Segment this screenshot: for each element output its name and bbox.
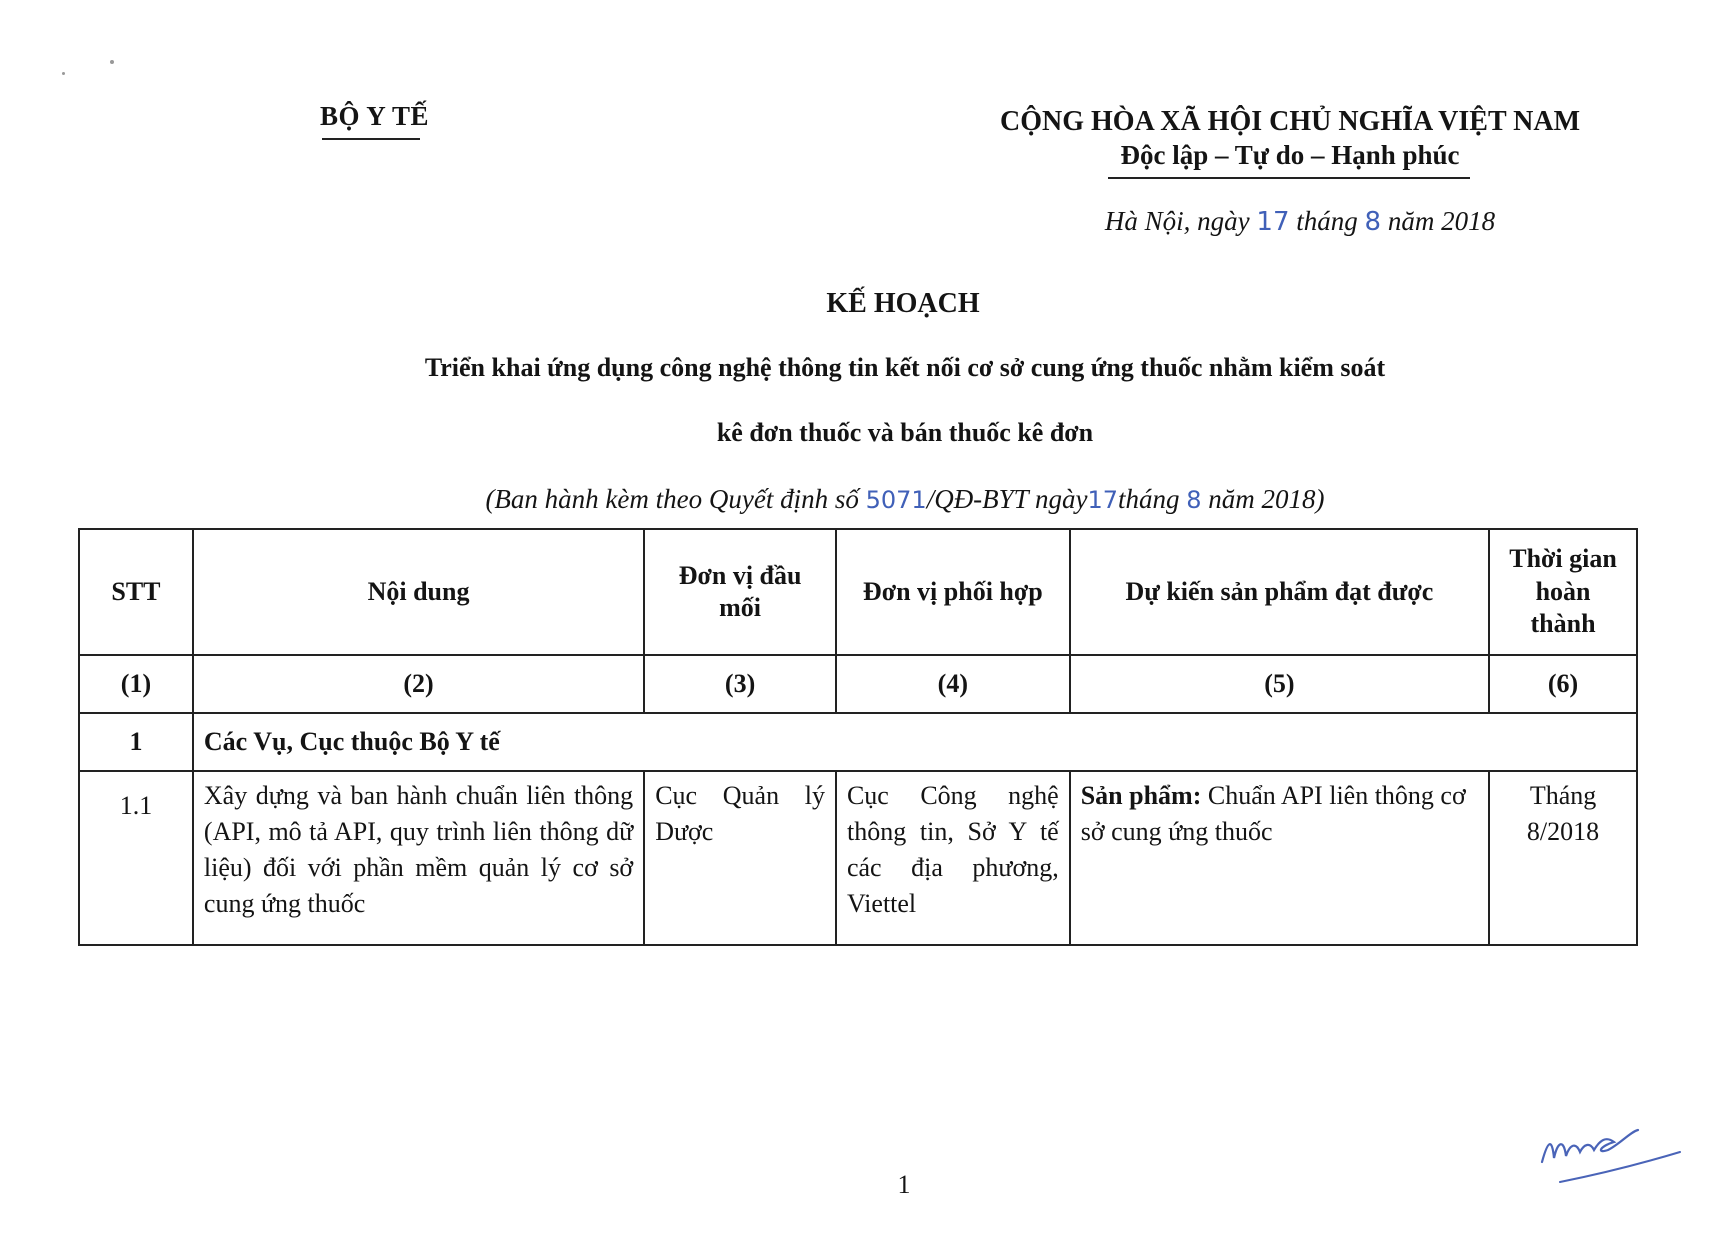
plan-table xyxy=(78,528,1638,946)
section-row xyxy=(79,713,1637,771)
section-title: Các Vụ, Cục thuộc Bộ Y tế xyxy=(193,713,1637,771)
column-number: (2) xyxy=(193,655,644,713)
row-content: Xây dựng và ban hành chuẩn liên thông (API, mô tả API, quy trình liên thông dữ liệu) đối với phần mềm quản lý cơ sở cung ứng thuốc xyxy=(193,771,644,945)
row-stt: 1.1 xyxy=(79,771,193,945)
header-expected-product: Dự kiến sản phẩm đạt được xyxy=(1070,529,1489,655)
document-subtitle-line-2: kê đơn thuốc và bán thuốc kê đơn xyxy=(716,418,1094,447)
document-title: KẾ HOẠCH xyxy=(826,288,980,319)
decision-code: /QĐ-BYT ngày xyxy=(926,484,1088,514)
date-month-label: tháng xyxy=(1296,206,1358,236)
decision-close: năm 2018) xyxy=(1208,484,1325,514)
decision-reference xyxy=(0,484,1728,515)
issue-date xyxy=(1000,206,1600,237)
date-day: 17 xyxy=(1256,207,1290,237)
decision-month-label: tháng xyxy=(1118,484,1180,514)
column-number: (3) xyxy=(644,655,836,713)
decision-open: (Ban hành kèm theo Quyết định số xyxy=(485,484,859,514)
header-deadline: Thời gian hoàn thành xyxy=(1489,529,1637,655)
motto-underline xyxy=(1108,177,1470,179)
column-number-row xyxy=(79,655,1637,713)
product-text: Chuẩn API liên thông cơ sở cung ứng thuốc xyxy=(1080,781,1466,846)
date-year: năm 2018 xyxy=(1387,206,1496,236)
column-number: (6) xyxy=(1489,655,1637,713)
scan-speck xyxy=(110,60,114,64)
republic-name: CỘNG HÒA XÃ HỘI CHỦ NGHĨA VIỆT NAM xyxy=(999,106,1581,137)
document-subtitle-line-1: Triển khai ứng dụng công nghệ thông tin kết nối cơ sở cung ứng thuốc nhằm kiểm soát xyxy=(424,353,1386,382)
row-deadline: Tháng 8/2018 xyxy=(1489,771,1637,945)
decision-day: 17 xyxy=(1087,486,1118,514)
decision-number: 5071 xyxy=(865,486,927,514)
column-number: (4) xyxy=(836,655,1070,713)
header-stt: STT xyxy=(79,529,193,655)
table-row xyxy=(79,771,1637,945)
row-lead-unit: Cục Quản lý Dược xyxy=(644,771,836,945)
ministry-underline xyxy=(322,138,420,140)
header-lead-unit: Đơn vị đầu mối xyxy=(644,529,836,655)
page-number: 1 xyxy=(897,1170,911,1199)
scan-speck xyxy=(62,72,65,75)
ministry-name: BỘ Y TẾ xyxy=(320,101,430,131)
table-header-row xyxy=(79,529,1637,655)
row-coordinating-unit: Cục Công nghệ thông tin, Sở Y tế các địa phương, Viettel xyxy=(836,771,1070,945)
header-content: Nội dung xyxy=(193,529,644,655)
product-label: Sản phẩm: xyxy=(1080,781,1202,810)
row-expected-product xyxy=(1070,771,1489,945)
column-number: (1) xyxy=(79,655,193,713)
date-prefix: Hà Nội, ngày xyxy=(1104,206,1250,236)
decision-month: 8 xyxy=(1186,486,1202,514)
column-number: (5) xyxy=(1070,655,1489,713)
date-month: 8 xyxy=(1364,207,1382,237)
section-stt: 1 xyxy=(79,713,193,771)
national-motto: Độc lập – Tự do – Hạnh phúc xyxy=(1120,140,1460,170)
header-coordinating-unit: Đơn vị phối hợp xyxy=(836,529,1070,655)
